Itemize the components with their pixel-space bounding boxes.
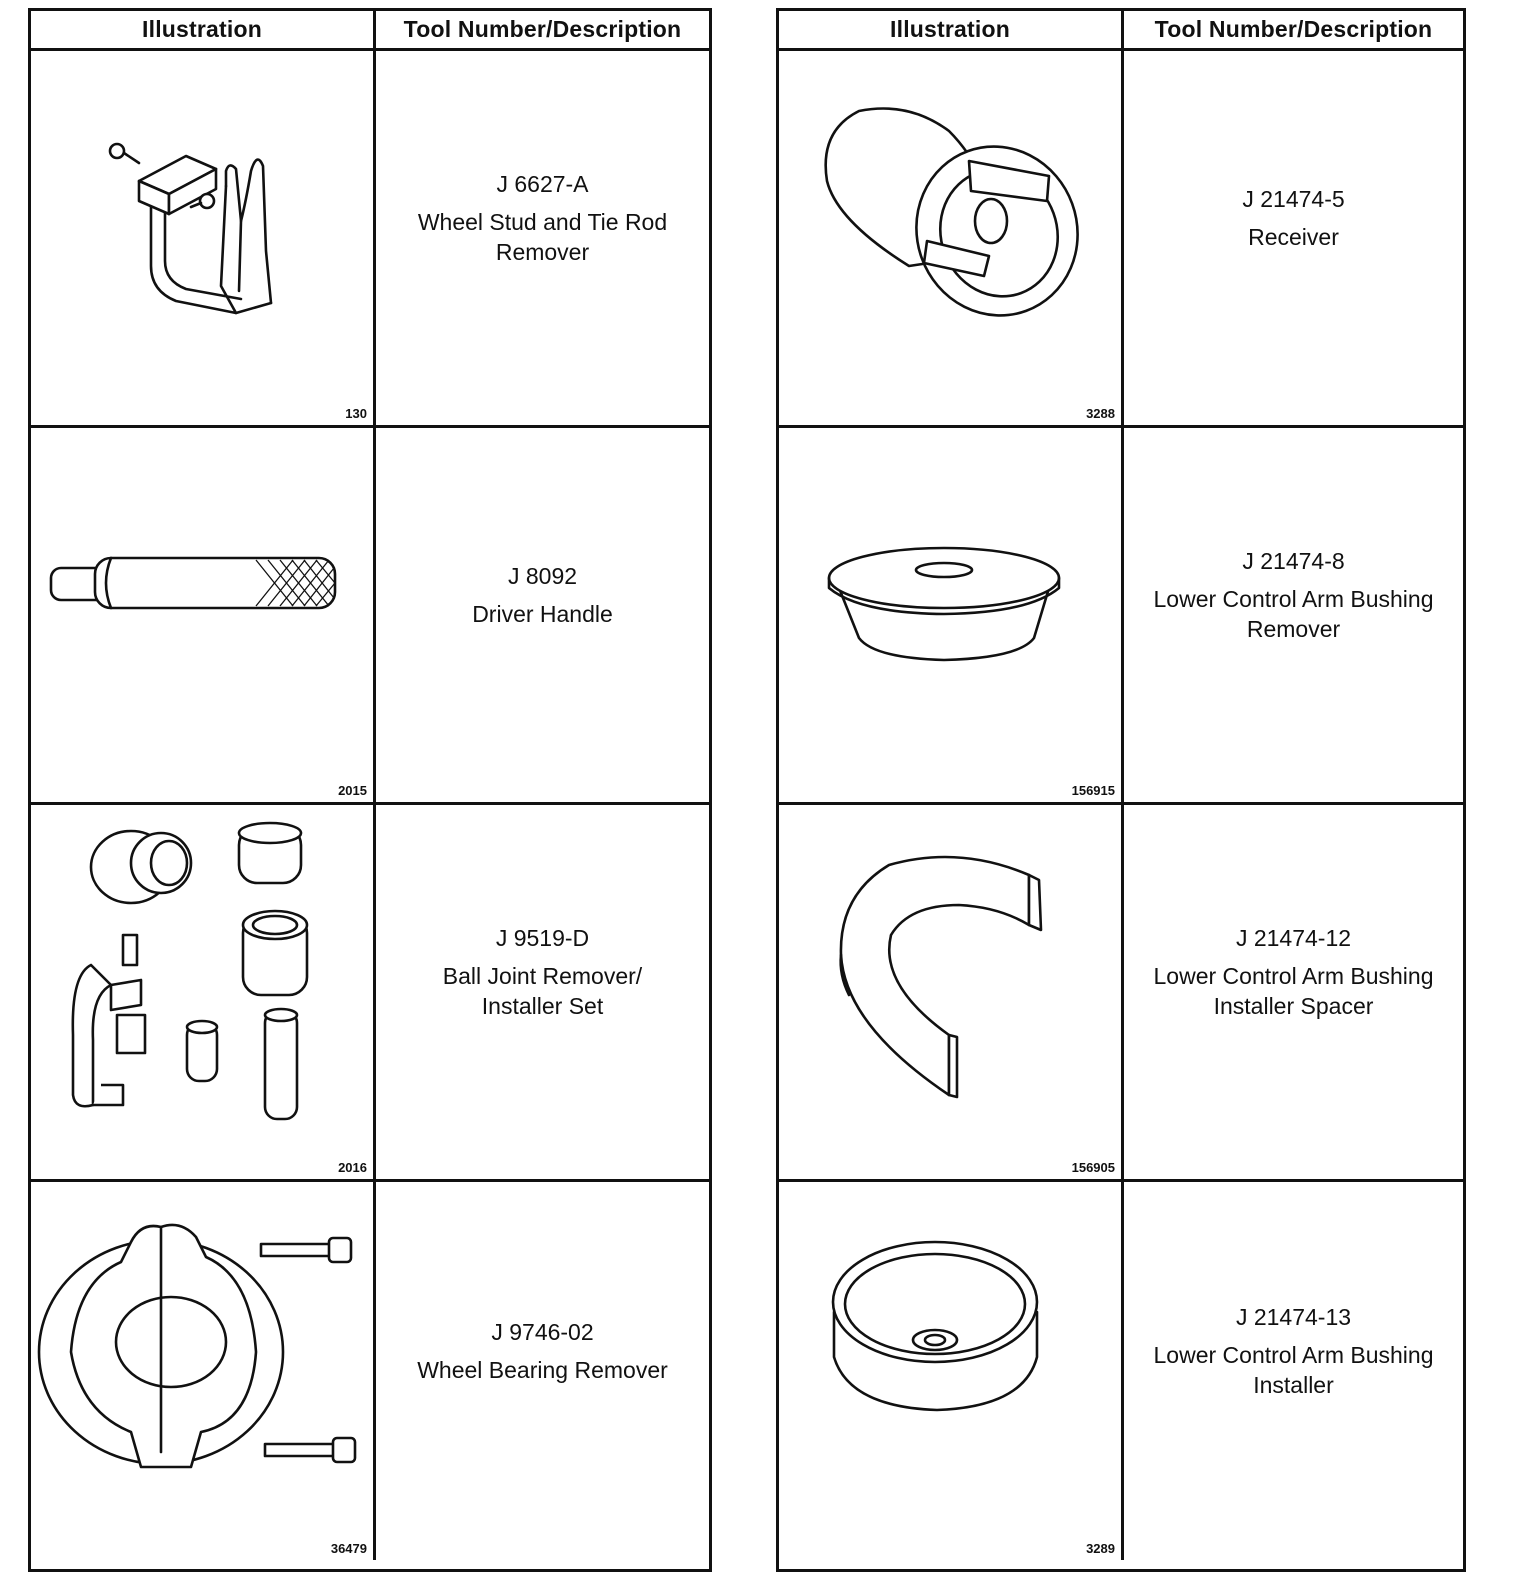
table-row bbox=[31, 805, 709, 1182]
illustration-cell bbox=[779, 1182, 1124, 1560]
figure-number: 2015 bbox=[338, 783, 367, 798]
figure-number: 2016 bbox=[338, 1160, 367, 1175]
tool-number: J 21474-5 bbox=[1242, 186, 1345, 212]
illustration-cell bbox=[779, 51, 1124, 425]
illustration-cell bbox=[31, 428, 376, 802]
figure-number: 36479 bbox=[330, 1541, 367, 1556]
installer-spacer-icon bbox=[779, 805, 1121, 1182]
tool-description-cell bbox=[1124, 51, 1463, 425]
figure-number: 156905 bbox=[1071, 1160, 1115, 1175]
tool-number: J 21474-12 bbox=[1235, 925, 1352, 951]
header-illustration: Illustration bbox=[31, 11, 376, 48]
table-header bbox=[31, 11, 709, 51]
header-illustration: Illustration bbox=[779, 11, 1124, 48]
header-tool-description: Tool Number/Description bbox=[1154, 16, 1433, 42]
tool-description: Ball Joint Remover/ Installer Set bbox=[442, 963, 643, 1019]
tool-table-right bbox=[776, 8, 1466, 1572]
tool-description: Wheel Stud and Tie Rod Remover bbox=[417, 209, 668, 265]
tool-description-cell bbox=[376, 428, 709, 802]
tool-number: J 21474-8 bbox=[1242, 548, 1345, 574]
table-row bbox=[779, 805, 1463, 1182]
table-row bbox=[31, 51, 709, 428]
tool-number: J 9519-D bbox=[495, 925, 590, 951]
tool-description-cell bbox=[376, 805, 709, 1179]
tool-description-cell bbox=[1124, 1182, 1463, 1560]
bushing-remover-icon bbox=[779, 428, 1121, 805]
illustration-cell bbox=[31, 1182, 376, 1560]
driver-handle-icon bbox=[31, 428, 373, 805]
tool-description-cell bbox=[1124, 805, 1463, 1179]
table-row bbox=[779, 1182, 1463, 1560]
tool-description-cell bbox=[376, 51, 709, 425]
tool-description: Lower Control Arm Bushing Remover bbox=[1153, 586, 1434, 642]
tool-number: J 8092 bbox=[507, 563, 578, 589]
ball-joint-set-icon bbox=[31, 805, 373, 1182]
tool-description-cell bbox=[1124, 428, 1463, 802]
table-row bbox=[31, 1182, 709, 1560]
bushing-installer-icon bbox=[779, 1182, 1121, 1560]
tool-number: J 21474-13 bbox=[1235, 1304, 1352, 1330]
figure-number: 130 bbox=[345, 406, 367, 421]
illustration-cell bbox=[779, 805, 1124, 1179]
receiver-icon bbox=[779, 51, 1121, 428]
illustration-cell bbox=[31, 51, 376, 425]
tool-description: Driver Handle bbox=[472, 601, 613, 627]
tool-table-left bbox=[28, 8, 712, 1572]
tool-description: Lower Control Arm Bushing Installer Spacer bbox=[1153, 963, 1434, 1019]
table-header bbox=[779, 11, 1463, 51]
tool-description-cell bbox=[376, 1182, 709, 1560]
illustration-cell bbox=[779, 428, 1124, 802]
tool-description: Lower Control Arm Bushing Installer bbox=[1153, 1342, 1434, 1398]
header-tool-description: Tool Number/Description bbox=[403, 16, 682, 42]
tool-description: Wheel Bearing Remover bbox=[417, 1357, 668, 1383]
table-row bbox=[31, 428, 709, 805]
tie-rod-remover-icon bbox=[31, 51, 373, 428]
figure-number: 3288 bbox=[1086, 406, 1115, 421]
tool-number: J 6627-A bbox=[496, 171, 589, 197]
wheel-bearing-remover-icon bbox=[31, 1182, 373, 1560]
figure-number: 156915 bbox=[1071, 783, 1115, 798]
tool-number: J 9746-02 bbox=[491, 1319, 594, 1345]
tool-description: Receiver bbox=[1248, 224, 1339, 250]
illustration-cell bbox=[31, 805, 376, 1179]
table-row bbox=[779, 51, 1463, 428]
figure-number: 3289 bbox=[1086, 1541, 1115, 1556]
table-row bbox=[779, 428, 1463, 805]
